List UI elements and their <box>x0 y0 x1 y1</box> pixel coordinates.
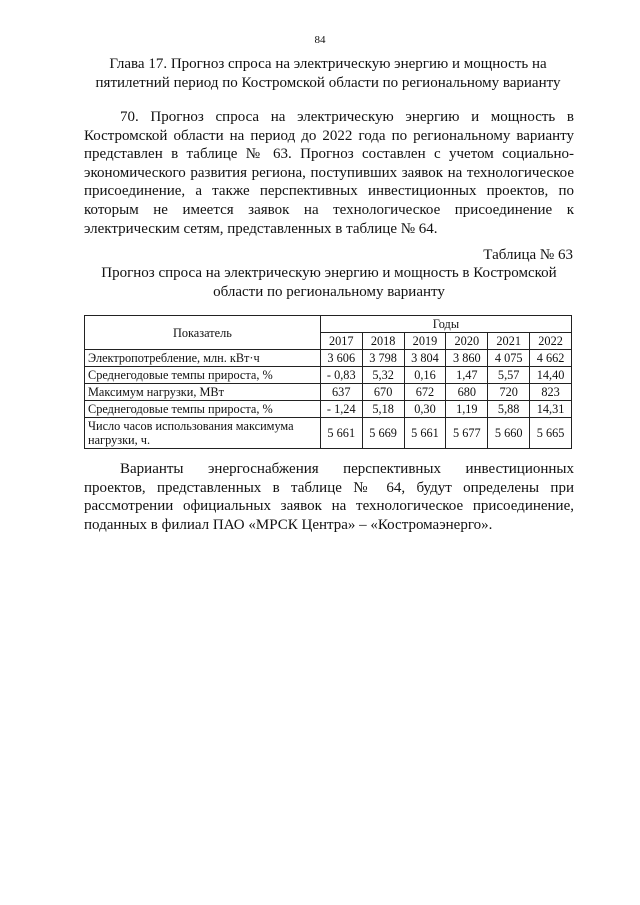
table-row <box>85 418 572 449</box>
table-caption: Прогноз спроса на электрическую энергию и мощность в Костромской области по региональному варианту <box>101 265 557 300</box>
chapter-title: Глава 17. Прогноз спроса на электрическую энергию и мощность на пятилетний период по Костромской области по региональному варианту <box>95 56 561 91</box>
year-header: 2018 <box>362 333 404 350</box>
value-cell: 680 <box>446 384 488 401</box>
indicator-column-header: Показатель <box>85 316 321 350</box>
value-cell: 3 606 <box>320 350 362 367</box>
indicator-cell: Среднегодовые темпы прироста, % <box>85 401 321 418</box>
year-header: 2022 <box>530 333 572 350</box>
value-cell: 3 860 <box>446 350 488 367</box>
value-cell: 14,31 <box>530 401 572 418</box>
value-cell: 1,19 <box>446 401 488 418</box>
value-cell: 5 669 <box>362 418 404 449</box>
value-cell: 3 804 <box>404 350 446 367</box>
table-row <box>85 384 572 401</box>
value-cell: 670 <box>362 384 404 401</box>
year-header: 2019 <box>404 333 446 350</box>
value-cell: 0,30 <box>404 401 446 418</box>
value-cell: 5,88 <box>488 401 530 418</box>
indicator-cell: Максимум нагрузки, МВт <box>85 384 321 401</box>
years-column-header: Годы <box>320 316 571 333</box>
year-header: 2020 <box>446 333 488 350</box>
value-cell: 3 798 <box>362 350 404 367</box>
value-cell: 5 661 <box>404 418 446 449</box>
value-cell: - 0,83 <box>320 367 362 384</box>
paragraph-70: 70. Прогноз спроса на электрическую энергию и мощность в Костромской области на период до 2022 года по региональному варианту представлен в таблице № 63. Прогноз составлен с учетом социально-экономического развития региона, поступивших заявок на технологическое присоединение, а также перспективных инвестиционных проектов, по которым не имеется заявок на технологическое присоединение к электрическим сетям, представленных в таблице № 64. <box>84 109 574 237</box>
value-cell: 5 660 <box>488 418 530 449</box>
indicator-cell: Среднегодовые темпы прироста, % <box>85 367 321 384</box>
value-cell: 720 <box>488 384 530 401</box>
table-number: Таблица № 63 <box>483 247 573 263</box>
table-row <box>85 367 572 384</box>
value-cell: 672 <box>404 384 446 401</box>
table-row <box>85 350 572 367</box>
value-cell: 4 662 <box>530 350 572 367</box>
value-cell: 637 <box>320 384 362 401</box>
year-header: 2017 <box>320 333 362 350</box>
indicator-cell: Число часов использования максимума нагрузки, ч. <box>85 418 321 449</box>
value-cell: 5 665 <box>530 418 572 449</box>
value-cell: - 1,24 <box>320 401 362 418</box>
value-cell: 5 661 <box>320 418 362 449</box>
paragraph-variants: Варианты энергоснабжения перспективных инвестиционных проектов, представленных в таблице № 64, будут определены при рассмотрении официальных заявок на технологическое присоединение, поданных в филиал ПАО «МРСК Центра» – «Костромаэнерго». <box>84 461 574 533</box>
forecast-table <box>84 315 572 449</box>
value-cell: 5 677 <box>446 418 488 449</box>
value-cell: 5,18 <box>362 401 404 418</box>
table-row <box>85 401 572 418</box>
table-header-row <box>85 316 572 333</box>
value-cell: 14,40 <box>530 367 572 384</box>
value-cell: 4 075 <box>488 350 530 367</box>
indicator-cell: Электропотребление, млн. кВт·ч <box>85 350 321 367</box>
page-number: 84 <box>314 34 326 46</box>
value-cell: 1,47 <box>446 367 488 384</box>
value-cell: 5,57 <box>488 367 530 384</box>
value-cell: 0,16 <box>404 367 446 384</box>
value-cell: 823 <box>530 384 572 401</box>
value-cell: 5,32 <box>362 367 404 384</box>
year-header: 2021 <box>488 333 530 350</box>
